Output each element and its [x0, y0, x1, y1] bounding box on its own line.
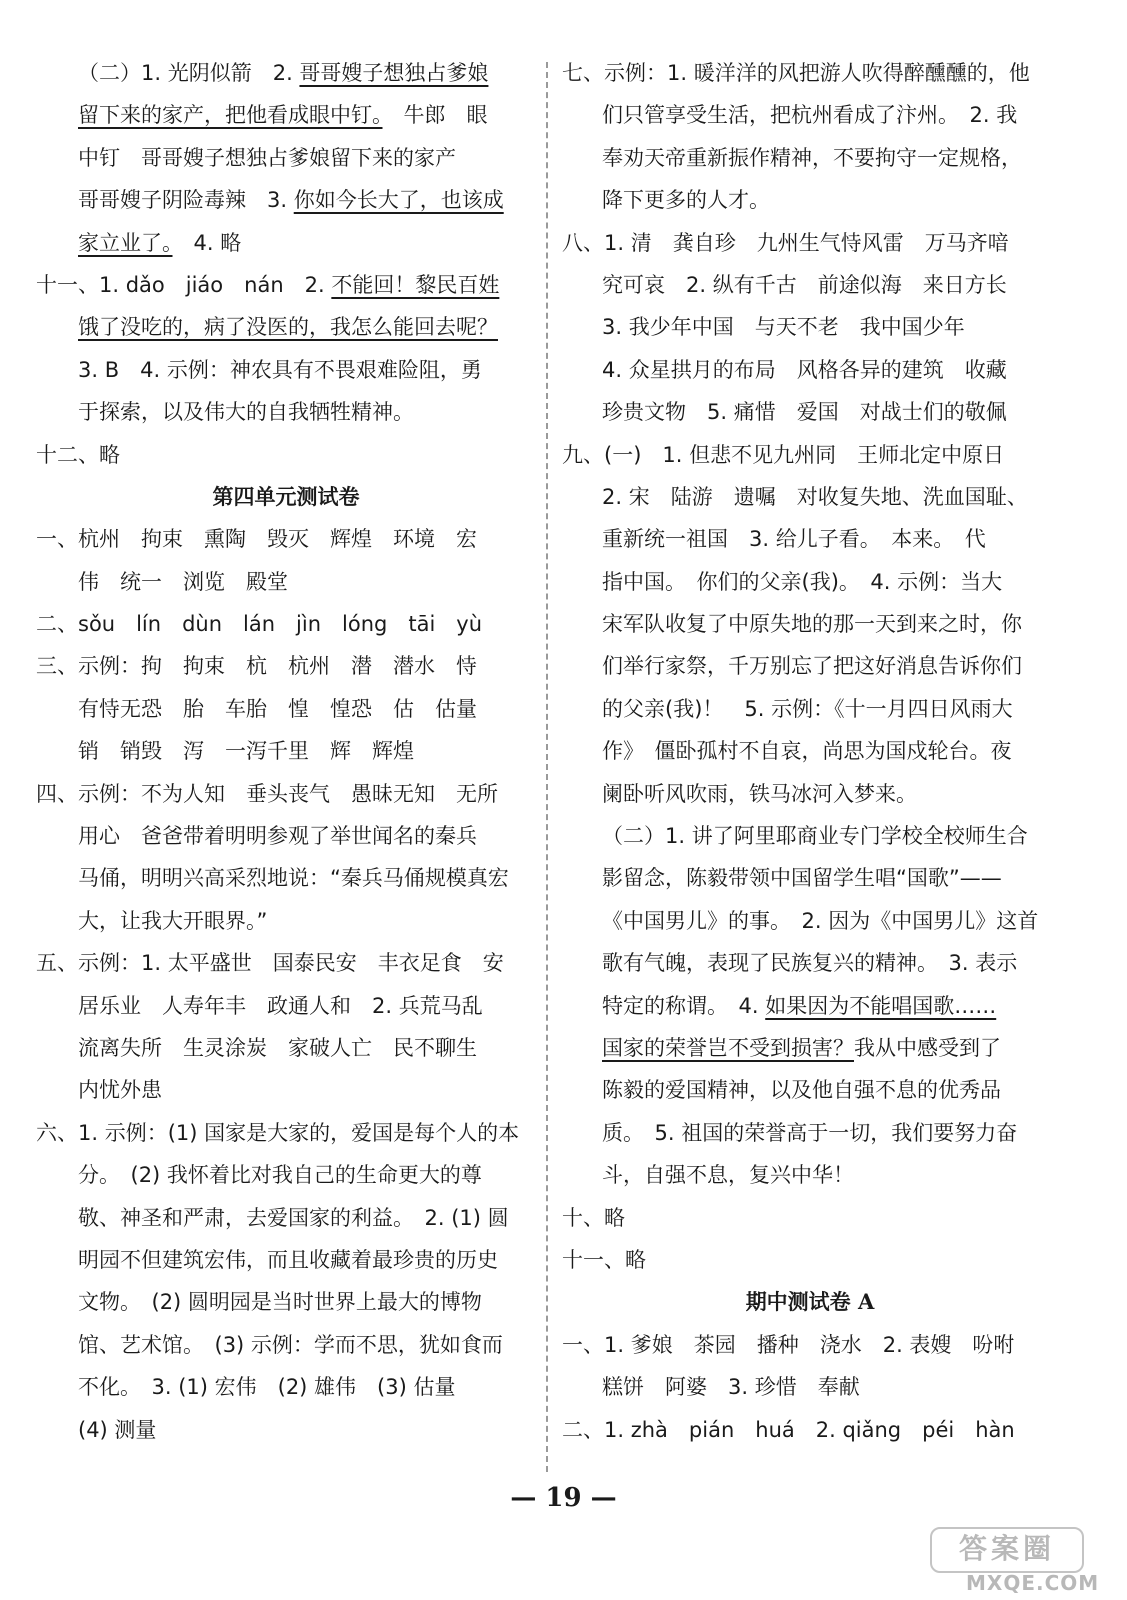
answer-text: 中钉 哥哥嫂子想独占爹娘留下来的家产 [78, 145, 456, 170]
underlined-answer: 你如今长大了，也该成 [293, 188, 504, 213]
answer-text: 大，让我大开眼界。” [78, 908, 268, 933]
answer-line [562, 137, 1058, 179]
answer-line [36, 52, 536, 94]
answer-line [562, 730, 1058, 772]
answer-text: 阑卧听风吹雨，铁马冰河入梦来。 [602, 781, 917, 806]
answer-text: 们只管享受生活，把杭州看成了汴州。 2. 我 [602, 103, 1018, 128]
answer-line [36, 137, 536, 179]
answer-text: 伟 统一 浏览 殿堂 [78, 569, 288, 594]
answer-line [36, 900, 536, 942]
answer-line [562, 1239, 1058, 1281]
answer-line [562, 1112, 1058, 1154]
answer-text: 第四单元测试卷 [212, 483, 360, 509]
answer-line [562, 942, 1058, 984]
answer-text: 作》 僵卧孤村不自哀，尚思为国戍轮台。夜 [602, 739, 1012, 764]
answer-line [36, 603, 536, 645]
answer-text: 馆、艺术馆。 (3) 示例：学而不思，犹如食而 [78, 1332, 503, 1357]
answer-line [36, 222, 536, 264]
answer-text: 三、示例：拘 拘束 杭 杭州 潜 潜水 恃 [36, 654, 477, 679]
answer-line [562, 391, 1058, 433]
answer-text: 牛郎 眼 [382, 103, 488, 128]
underlined-answer: 饿了没吃的，病了没医的，我怎么能回去呢？ [78, 315, 498, 340]
page-number: — 19 — [510, 1483, 617, 1513]
answer-line [36, 1281, 536, 1323]
answer-text: 六、1. 示例：(1) 国家是大家的，爱国是每个人的本 [36, 1120, 520, 1145]
answer-line [562, 603, 1058, 645]
answer-line [562, 52, 1058, 94]
answer-text: 内忧外患 [78, 1078, 162, 1103]
section-title [36, 476, 536, 518]
answer-text: 八、1. 清 龚自珍 九州生气恃风雷 万马齐喑 [562, 230, 1009, 255]
answer-text: 分。 (2) 我怀着比对我自己的生命更大的尊 [78, 1163, 482, 1188]
answer-text: 销 销毁 泻 一泻千里 辉 辉煌 [78, 739, 414, 764]
answer-line [36, 857, 536, 899]
answer-line [562, 518, 1058, 560]
answer-line [36, 349, 536, 391]
answer-line [36, 179, 536, 221]
answer-line [36, 1027, 536, 1069]
section-title [562, 1281, 1058, 1323]
answer-line [562, 94, 1058, 136]
answer-text: 有恃无恐 胎 车胎 惶 惶恐 估 估量 [78, 696, 477, 721]
answer-text: 马俑，明明兴高采烈地说：“秦兵马俑规模真宏 [78, 866, 509, 891]
answer-line [562, 688, 1058, 730]
answer-text: 宋军队收复了中原失地的那一天到来之时，你 [602, 612, 1022, 637]
watermark-logo: 答案圈 [930, 1527, 1084, 1573]
answer-line [562, 561, 1058, 603]
answer-text: 的父亲(我)！ 5. 示例：《十一月四日风雨大 [602, 696, 1013, 721]
answer-text: 糕饼 阿婆 3. 珍惜 奉献 [602, 1375, 860, 1400]
answer-line [36, 1366, 536, 1408]
answer-text: 降下更多的人才。 [602, 188, 770, 213]
answer-text: 期中测试卷 A [745, 1289, 875, 1315]
answer-line [562, 1324, 1058, 1366]
underlined-answer: 留下来的家产，把他看成眼中钉。 [78, 103, 383, 128]
answer-text: 二、1. zhà pián huá 2. qiǎng péi hàn [562, 1417, 1015, 1442]
answer-line [562, 222, 1058, 264]
answer-line [562, 1027, 1058, 1069]
answer-text: 质。 5. 祖国的荣誉高于一切，我们要努力奋 [602, 1120, 1018, 1145]
right-answer-column [562, 52, 1058, 1451]
answer-text: 敬、神圣和严肃，去爱国家的利益。 2. (1) 圆 [78, 1205, 509, 1230]
answer-text: 重新统一祖国 3. 给儿子看。 本来。 代 [602, 527, 986, 552]
answer-line [562, 306, 1058, 348]
answer-line [562, 476, 1058, 518]
answer-text: 珍贵文物 5. 痛惜 爱国 对战士们的敬佩 [602, 400, 1007, 425]
answer-line [36, 815, 536, 857]
answer-line [36, 730, 536, 772]
answer-text: 3. B 4. 示例：神农具有不畏艰难险阻，勇 [78, 357, 482, 382]
answer-text: （二）1. 光阴似箭 2. [78, 61, 300, 85]
answer-line [36, 94, 536, 136]
answer-line [562, 773, 1058, 815]
answer-line [36, 773, 536, 815]
column-divider [546, 62, 548, 1472]
answer-text: 十二、略 [36, 442, 120, 467]
answer-line [562, 900, 1058, 942]
answer-line [562, 264, 1058, 306]
answer-text: 4. 众星拱月的布局 风格各异的建筑 收藏 [602, 357, 1007, 382]
answer-text: 指中国。 你们的父亲(我)。 4. 示例：当大 [602, 569, 1003, 594]
answer-line [562, 1069, 1058, 1111]
answer-text: 哥哥嫂子阴险毒辣 3. [78, 188, 294, 213]
answer-text: 十、略 [562, 1205, 625, 1230]
answer-text: 4. 略 [172, 230, 242, 255]
answer-text: 流离失所 生灵涂炭 家破人亡 民不聊生 [78, 1035, 477, 1060]
answer-text: 3. 我少年中国 与天不老 我中国少年 [602, 315, 965, 340]
answer-text: 于探索，以及伟大的自我牺牲精神。 [78, 400, 414, 425]
answer-line [562, 434, 1058, 476]
watermark [930, 1527, 1110, 1595]
answer-line [562, 857, 1058, 899]
answer-text: 二、sǒu lín dùn lán jìn lóng tāi yù [36, 612, 483, 637]
answer-line [562, 1197, 1058, 1239]
answer-text: 斗，自强不息，复兴中华！ [602, 1163, 854, 1188]
underlined-answer: 国家的荣誉岂不受到损害？ [602, 1035, 854, 1060]
answer-text: 文物。 (2) 圆明园是当时世界上最大的博物 [78, 1290, 482, 1315]
answer-text: 陈毅的爱国精神，以及他自强不息的优秀品 [602, 1078, 1001, 1103]
answer-text: 五、示例：1. 太平盛世 国泰民安 丰衣足食 安 [36, 951, 504, 976]
answer-line [36, 942, 536, 984]
answer-line [36, 1197, 536, 1239]
answer-line [36, 561, 536, 603]
answer-text: 们举行家祭，千万别忘了把这好消息告诉你们 [602, 654, 1022, 679]
underlined-answer: 如果因为不能唱国歌…… [765, 993, 997, 1018]
answer-text: 不化。 3. (1) 宏伟 (2) 雄伟 (3) 估量 [78, 1375, 456, 1400]
answer-text: 一、杭州 拘束 熏陶 毁灭 辉煌 环境 宏 [36, 527, 477, 552]
left-answer-column [36, 52, 536, 1451]
answer-line [36, 1154, 536, 1196]
answer-text: 奉劝天帝重新振作精神，不要拘守一定规格， [602, 145, 1022, 170]
answer-line [36, 1324, 536, 1366]
answer-text: 2. 宋 陆游 遗嘱 对收复失地、洗血国耻、 [602, 484, 1028, 509]
answer-line [36, 1409, 536, 1451]
answer-line [562, 985, 1058, 1027]
answer-text: 特定的称谓。 4. [602, 993, 766, 1018]
answer-line [562, 815, 1058, 857]
answer-line [36, 1112, 536, 1154]
answer-line [562, 1366, 1058, 1408]
watermark-url: MXQE.COM [966, 1571, 1100, 1595]
underlined-answer: 家立业了。 [78, 230, 173, 255]
answer-text: 《中国男儿》的事。 2. 因为《中国男儿》这首 [602, 908, 1039, 933]
answer-line [36, 264, 536, 306]
answer-text: 十一、略 [562, 1247, 646, 1272]
answer-line [562, 645, 1058, 687]
answer-text: 明园不但建筑宏伟，而且收藏着最珍贵的历史 [78, 1247, 498, 1272]
answer-line [562, 179, 1058, 221]
answer-line [36, 391, 536, 433]
answer-text: （二）1. 讲了阿里耶商业专门学校全校师生合 [602, 824, 1028, 849]
answer-text: 居乐业 人寿年丰 政通人和 2. 兵荒马乱 [78, 993, 483, 1018]
answer-line [36, 688, 536, 730]
answer-text: 究可哀 2. 纵有千古 前途似海 来日方长 [602, 272, 1007, 297]
answer-text: 七、示例：1. 暖洋洋的风把游人吹得醉醺醺的，他 [562, 61, 1030, 85]
answer-line [562, 349, 1058, 391]
answer-line [562, 1154, 1058, 1196]
answer-text: 十一、1. dǎo jiáo nán 2. [36, 272, 332, 297]
answer-text: 四、示例：不为人知 垂头丧气 愚昧无知 无所 [36, 781, 498, 806]
answer-line [36, 645, 536, 687]
answer-line [36, 434, 536, 476]
answer-line [36, 1239, 536, 1281]
answer-text: 歌有气魄，表现了民族复兴的精神。 3. 表示 [602, 951, 1018, 976]
answer-line [36, 518, 536, 560]
answer-line [36, 985, 536, 1027]
underlined-answer: 哥哥嫂子想独占爹娘 [299, 61, 489, 85]
answer-text: 用心 爸爸带着明明参观了举世闻名的秦兵 [78, 824, 477, 849]
answer-text: 我从中感受到了 [854, 1035, 1001, 1060]
answer-text: 一、1. 爹娘 茶园 播种 浇水 2. 表嫂 吩咐 [562, 1332, 1015, 1357]
underlined-answer: 不能回！黎民百姓 [331, 272, 500, 297]
answer-line [562, 1409, 1058, 1451]
answer-text: 九、(一) 1. 但悲不见九州同 王师北定中原日 [562, 442, 1005, 467]
answer-line [36, 1069, 536, 1111]
answer-text: (4) 测量 [78, 1417, 157, 1442]
answer-text: 影留念，陈毅带领中国留学生唱“国歌”—— [602, 866, 1002, 891]
answer-line [36, 306, 536, 348]
